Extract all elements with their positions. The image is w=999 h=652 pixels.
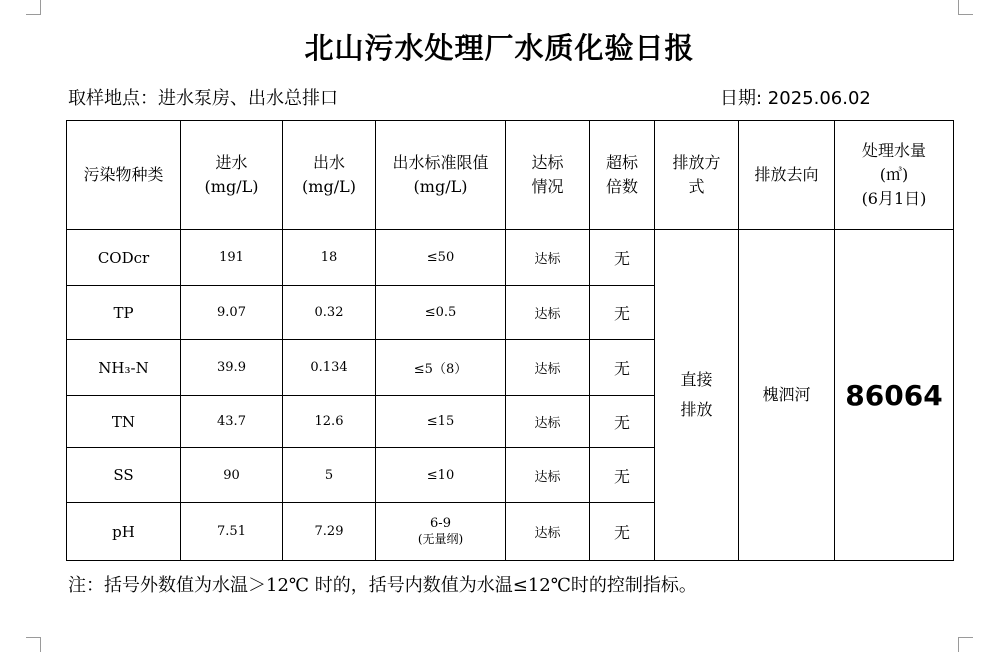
cell-status: 达标 <box>506 503 590 561</box>
cell-effluent: 5 <box>283 448 376 503</box>
header-status: 达标 情况 <box>506 121 590 230</box>
page-corner-mark <box>26 0 41 15</box>
report-title: 北山污水处理厂水质化验日报 <box>304 31 695 65</box>
cell-effluent: 7.29 <box>283 503 376 561</box>
header-pollutant: 污染物种类 <box>67 121 181 230</box>
cell-influent: 43.7 <box>181 396 283 448</box>
cell-exceed: 无 <box>590 396 655 448</box>
cell-influent: 39.9 <box>181 340 283 396</box>
cell-influent: 9.07 <box>181 286 283 340</box>
header-volume: 处理水量 (㎥) (6月1日) <box>835 121 954 230</box>
header-effluent: 出水 (mg/L) <box>283 121 376 230</box>
cell-exceed: 无 <box>590 230 655 286</box>
page-corner-mark <box>958 637 973 652</box>
cell-pollutant: CODcr <box>67 230 181 286</box>
cell-exceed: 无 <box>590 340 655 396</box>
header-limit: 出水标准限值 (mg/L) <box>376 121 506 230</box>
header-exceed: 超标 倍数 <box>590 121 655 230</box>
page-corner-mark <box>958 0 973 15</box>
cell-status: 达标 <box>506 286 590 340</box>
cell-limit: ≤15 <box>376 396 506 448</box>
cell-effluent: 12.6 <box>283 396 376 448</box>
header-destination: 排放去向 <box>739 121 835 230</box>
cell-limit: ≤0.5 <box>376 286 506 340</box>
cell-status: 达标 <box>506 396 590 448</box>
cell-influent: 191 <box>181 230 283 286</box>
cell-effluent: 18 <box>283 230 376 286</box>
cell-status: 达标 <box>506 448 590 503</box>
sampling-location: 取样地点：进水泵房、出水总排口 <box>68 88 338 109</box>
cell-exceed: 无 <box>590 448 655 503</box>
cell-limit: ≤50 <box>376 230 506 286</box>
header-influent: 进水 (mg/L) <box>181 121 283 230</box>
cell-limit: ≤5（8） <box>376 340 506 396</box>
cell-limit: ≤10 <box>376 448 506 503</box>
cell-status: 达标 <box>506 230 590 286</box>
cell-limit: 6-9 (无量纲) <box>376 503 506 561</box>
cell-discharge-destination: 槐泗河 <box>739 230 835 561</box>
cell-pollutant: TP <box>67 286 181 340</box>
cell-pollutant: NH₃-N <box>67 340 181 396</box>
report-date: 日期: 2025.06.02 <box>720 88 871 109</box>
cell-pollutant: pH <box>67 503 181 561</box>
header-method: 排放方 式 <box>655 121 739 230</box>
water-quality-table <box>66 120 954 561</box>
cell-effluent: 0.134 <box>283 340 376 396</box>
cell-influent: 7.51 <box>181 503 283 561</box>
cell-effluent: 0.32 <box>283 286 376 340</box>
page-corner-mark <box>26 637 41 652</box>
cell-pollutant: TN <box>67 396 181 448</box>
table-header-row <box>67 121 954 230</box>
cell-influent: 90 <box>181 448 283 503</box>
table-row <box>67 230 954 286</box>
footnote: 注：括号外数值为水温＞12℃ 时的，括号内数值为水温≤12℃时的控制指标。 <box>68 575 697 596</box>
cell-exceed: 无 <box>590 286 655 340</box>
cell-treated-volume: 86064 <box>835 230 954 561</box>
cell-pollutant: SS <box>67 448 181 503</box>
cell-discharge-method: 直接 排放 <box>655 230 739 561</box>
cell-exceed: 无 <box>590 503 655 561</box>
cell-status: 达标 <box>506 340 590 396</box>
